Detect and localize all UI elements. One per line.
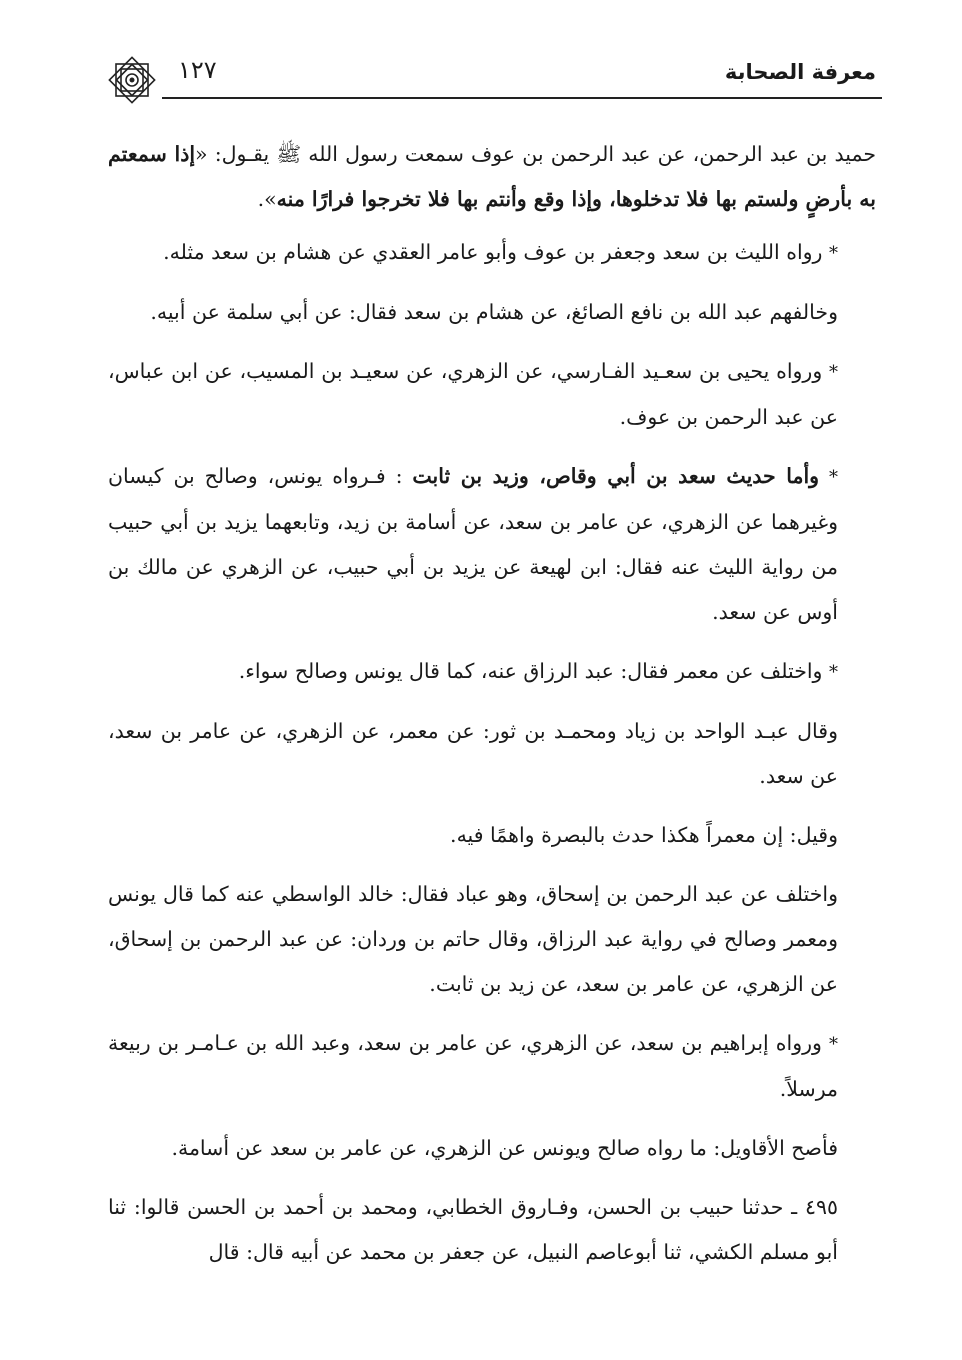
paragraph-12 [108,1185,876,1275]
paragraph-6 [108,649,876,695]
paragraph-11-text: فأصح الأقاويل: ما رواه صالح ويونس عن الزهري، عن عامر بن سعد عن أسامة. [171,1136,838,1160]
paragraph-10-text: ورواه إبراهيم بن سعد، عن الزهري، عن عامر بن سعد، وعبد الله بن عـامـر بن ربيعة مرسلاً. [108,1031,838,1101]
paragraph-8 [108,813,876,858]
paragraph-8-text: وقيل: إن معمراً هكذا حدث بالبصرة واهمًا فيه. [450,823,838,847]
paragraph-10 [108,1021,876,1112]
paragraph-1 [108,132,876,222]
paragraph-4 [108,349,876,440]
paragraph-9 [108,872,876,1007]
page-header [100,52,882,102]
page-number: ١٢٧ [178,56,217,84]
paragraph-7 [108,709,876,799]
islamic-star-ornament-icon [104,52,160,108]
star-marker: * [829,243,838,264]
paragraph-1-lead: حميد بن عبد الرحمن، عن عبد الرحمن بن عوف سمعت رسول الله ﷺ يقـول: « [195,142,877,166]
header-divider [162,97,882,99]
star-marker: * [829,362,838,383]
paragraph-5-text: : فـرواه يونس، وصالح بن كيسان وغيرهما عن الزهري، عن عامر بن سعد، عن أسامة بن زيد، وتابعهما يزيد بن أبي حبيب من رواية الليث عنه فقال: ابن لهيعة عن يزيد بن أبي حبيب، عن الزهري عن مالك بن أوس عن سعد. [108,464,838,624]
paragraph-11 [108,1126,876,1171]
section-heading: وأما حديث سعد بن أبي وقاص، وزيد بن ثابت [412,464,820,488]
star-marker: * [828,1034,838,1055]
paragraph-5 [108,454,876,635]
paragraph-1-tail: ». [257,187,277,211]
paragraph-4-text: ورواه يحيى بن سعـيد الفـارسي، عن الزهري، عن سعيـد بن المسيب، عن ابن عباس، عن عبد الرحمن بن عوف. [108,359,838,429]
book-title: معرفة الصحابة [724,60,876,84]
paragraph-2-text: رواه الليث بن سعد وجعفر بن عوف وأبو عامر العقدي عن هشام بن سعد مثله. [163,240,823,264]
paragraph-9-text: واختلف عن عبد الرحمن بن إسحاق، وهو عباد فقال: خالد الواسطي عنه كما قال يونس ومعمر وصالح في رواية عبد الرزاق، وقال حاتم بن وردان: عن عبد الرحمن بن إسحاق، عن الزهري، عن عامر بن سعد، عن زيد بن ثابت. [108,882,838,996]
star-marker: * [829,662,838,683]
paragraph-6-text: واختلف عن معمر فقال: عبد الرزاق عنه، كما قال يونس وصالح سواء. [238,659,823,683]
paragraph-3 [108,290,876,335]
paragraph-2 [108,230,876,276]
paragraph-7-text: وقال عبـد الواحد بن زياد ومحمـد بن ثور: عن معمر، عن الزهري، عن عامر بن سعد، عن سعد. [108,719,838,788]
hadith-quote: إذا سمعتم به بأرضٍ ولستم بها فلا تدخلوها، وإذا وقع وأنتم بها فلا تخرجوا فرارًا منه [108,142,876,211]
paragraph-3-text: وخالفهم عبد الله بن نافع الصائغ، عن هشام بن سعد فقال: عن أبي سلمة عن أبيه. [150,300,838,324]
star-marker: * [828,467,838,488]
paragraph-12-text: ٤٩٥ ـ حدثنا حبيب بن الحسن، وفـاروق الخطابي، ومحمد بن أحمد بن الحسن قالوا: ثنا أبو مسلم الكشي، ثنا أبوعاصم النبيل، عن جعفر بن محمد عن أبيه قال: قال [108,1195,838,1264]
page-body [108,132,876,1289]
